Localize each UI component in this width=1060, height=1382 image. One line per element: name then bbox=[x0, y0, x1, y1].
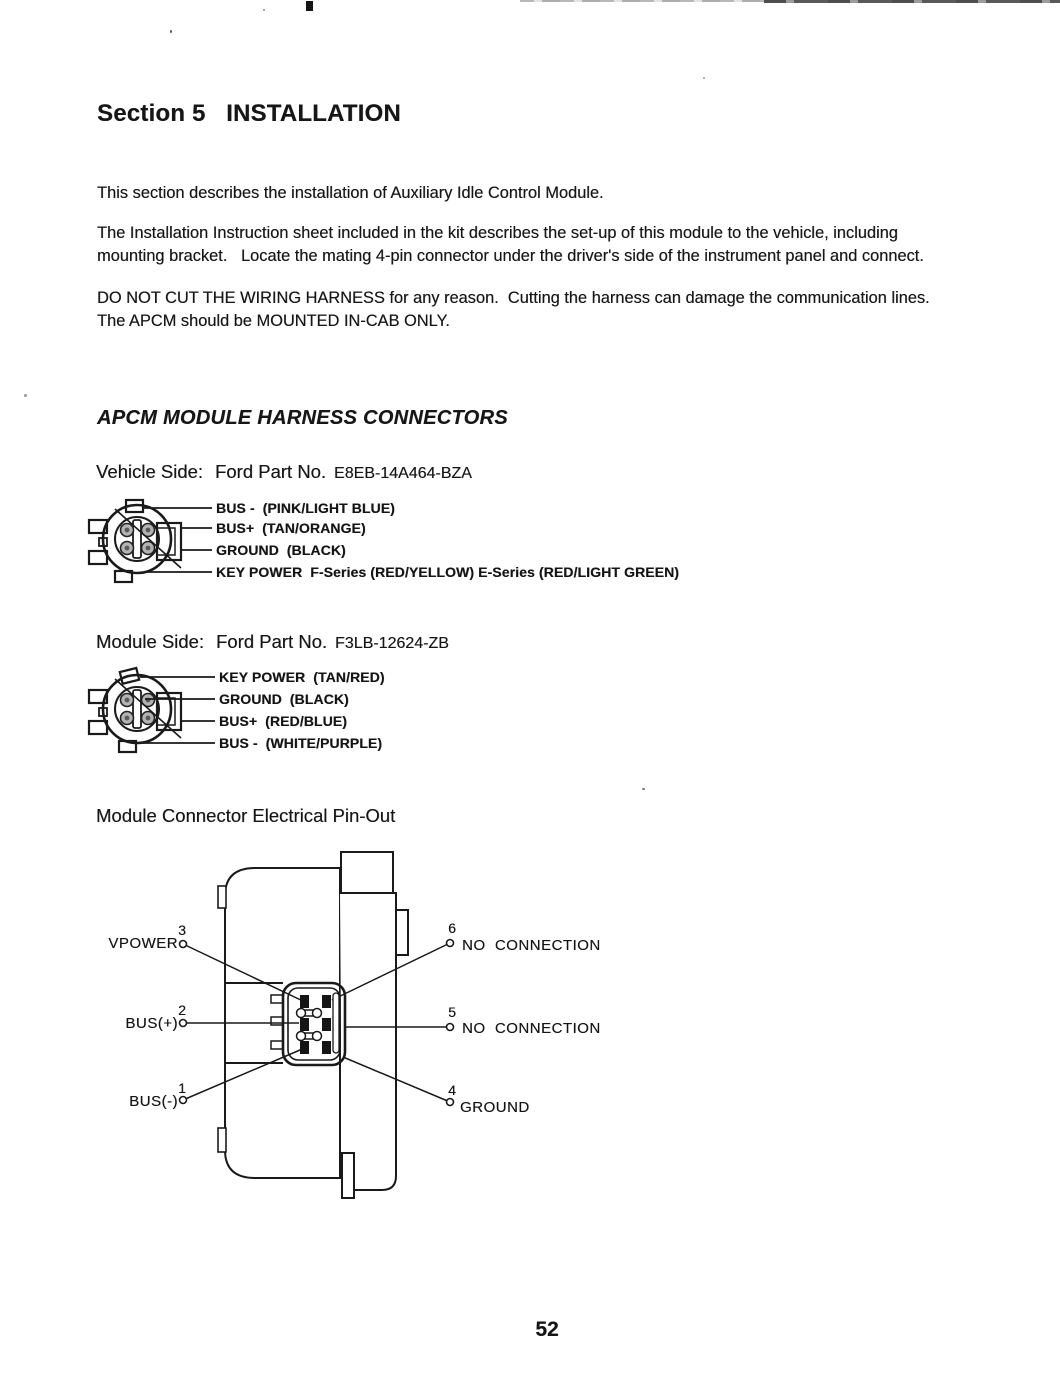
vehicle-part-label: Ford Part No. bbox=[214, 461, 327, 482]
vehicle-pin-label: BUS+ (TAN/ORANGE) bbox=[216, 520, 366, 536]
vehicle-pin-label: KEY POWER F-Series (RED/YELLOW) E-Series (RED/LIGHT GREEN) bbox=[216, 564, 680, 580]
pinout-num-6: 6 bbox=[448, 920, 456, 936]
plate-bottom-tab bbox=[342, 1153, 354, 1198]
module-6pin-connector bbox=[271, 983, 345, 1065]
paragraph-3-line: DO NOT CUT THE WIRING HARNESS for any reason. Cutting the harness can damage the communication lines. bbox=[97, 289, 930, 307]
section-title: Section 5 INSTALLATION bbox=[97, 100, 401, 127]
module-connector-figure bbox=[85, 663, 805, 763]
connector-left-tab bbox=[89, 551, 107, 564]
pinout-label-vpower: VPOWER bbox=[108, 935, 178, 952]
pinout-label-nc-6: NO CONNECTION bbox=[462, 937, 601, 954]
module-part-number: F3LB-12624-ZB bbox=[335, 635, 449, 652]
scan-artifact-top-dark bbox=[764, 0, 1060, 3]
pinout-label-nc-5: NO CONNECTION bbox=[462, 1020, 601, 1037]
paragraph-3-line: The APCM should be MOUNTED IN-CAB ONLY. bbox=[97, 312, 450, 330]
plate-side-bump bbox=[396, 910, 408, 955]
module-side-heading bbox=[96, 631, 449, 653]
plate-top-tab bbox=[341, 852, 393, 893]
vehicle-side-heading bbox=[96, 461, 472, 483]
scan-artifact-top bbox=[520, 0, 764, 2]
module-pin-label: BUS+ (RED/BLUE) bbox=[219, 713, 347, 729]
module-part-label: Ford Part No. bbox=[215, 631, 328, 652]
scan-speck bbox=[642, 788, 645, 790]
module-pin-label: KEY POWER (TAN/RED) bbox=[219, 669, 385, 685]
vehicle-pin-label: GROUND (BLACK) bbox=[216, 542, 346, 558]
pinout-figure bbox=[100, 845, 620, 1217]
pinout-label-bus-minus: BUS(-) bbox=[129, 1093, 178, 1110]
connector-left-tab bbox=[89, 721, 107, 734]
pinout-heading: Module Connector Electrical Pin-Out bbox=[96, 805, 396, 826]
paragraph-2-line: mounting bracket. Locate the mating 4-pin connector under the driver's side of the instrument panel and connect. bbox=[97, 247, 924, 265]
round-connector-drawing bbox=[89, 500, 181, 582]
pinout-label-bus-plus: BUS(+) bbox=[125, 1015, 178, 1032]
module-side-label: Module Side: bbox=[96, 631, 204, 652]
page-number: 52 bbox=[535, 1318, 559, 1341]
pinout-num-3: 3 bbox=[178, 922, 186, 938]
mounting-plate-outline bbox=[340, 852, 408, 1198]
scan-speck bbox=[24, 394, 27, 397]
harness-connectors-heading: APCM MODULE HARNESS CONNECTORS bbox=[97, 407, 508, 429]
scan-speck bbox=[263, 9, 265, 11]
scan-speck bbox=[703, 77, 705, 79]
vehicle-part-number: E8EB-14A464-BZA bbox=[334, 465, 472, 482]
round-connector-drawing bbox=[89, 668, 181, 752]
scan-speck bbox=[170, 30, 172, 33]
pinout-label-ground: GROUND bbox=[460, 1099, 530, 1116]
leader-lines bbox=[143, 508, 212, 572]
pinout-num-5: 5 bbox=[448, 1004, 456, 1020]
module-pin-label: BUS - (WHITE/PURPLE) bbox=[219, 735, 383, 751]
vehicle-connector-figure bbox=[85, 495, 805, 595]
module-pin-label: GROUND (BLACK) bbox=[219, 691, 349, 707]
vehicle-side-label: Vehicle Side: bbox=[96, 461, 203, 482]
pinout-num-2: 2 bbox=[178, 1002, 186, 1018]
pinout-num-1: 1 bbox=[178, 1080, 186, 1096]
scan-artifact-mark bbox=[306, 1, 313, 11]
pinout-num-4: 4 bbox=[448, 1082, 456, 1098]
paragraph-2-line: The Installation Instruction sheet included in the kit describes the set-up of this module to the vehicle, including bbox=[97, 224, 898, 242]
leader-lines bbox=[140, 677, 215, 743]
vehicle-pin-label: BUS - (PINK/LIGHT BLUE) bbox=[216, 500, 395, 516]
paragraph-1-line: This section describes the installation of Auxiliary Idle Control Module. bbox=[97, 184, 604, 202]
